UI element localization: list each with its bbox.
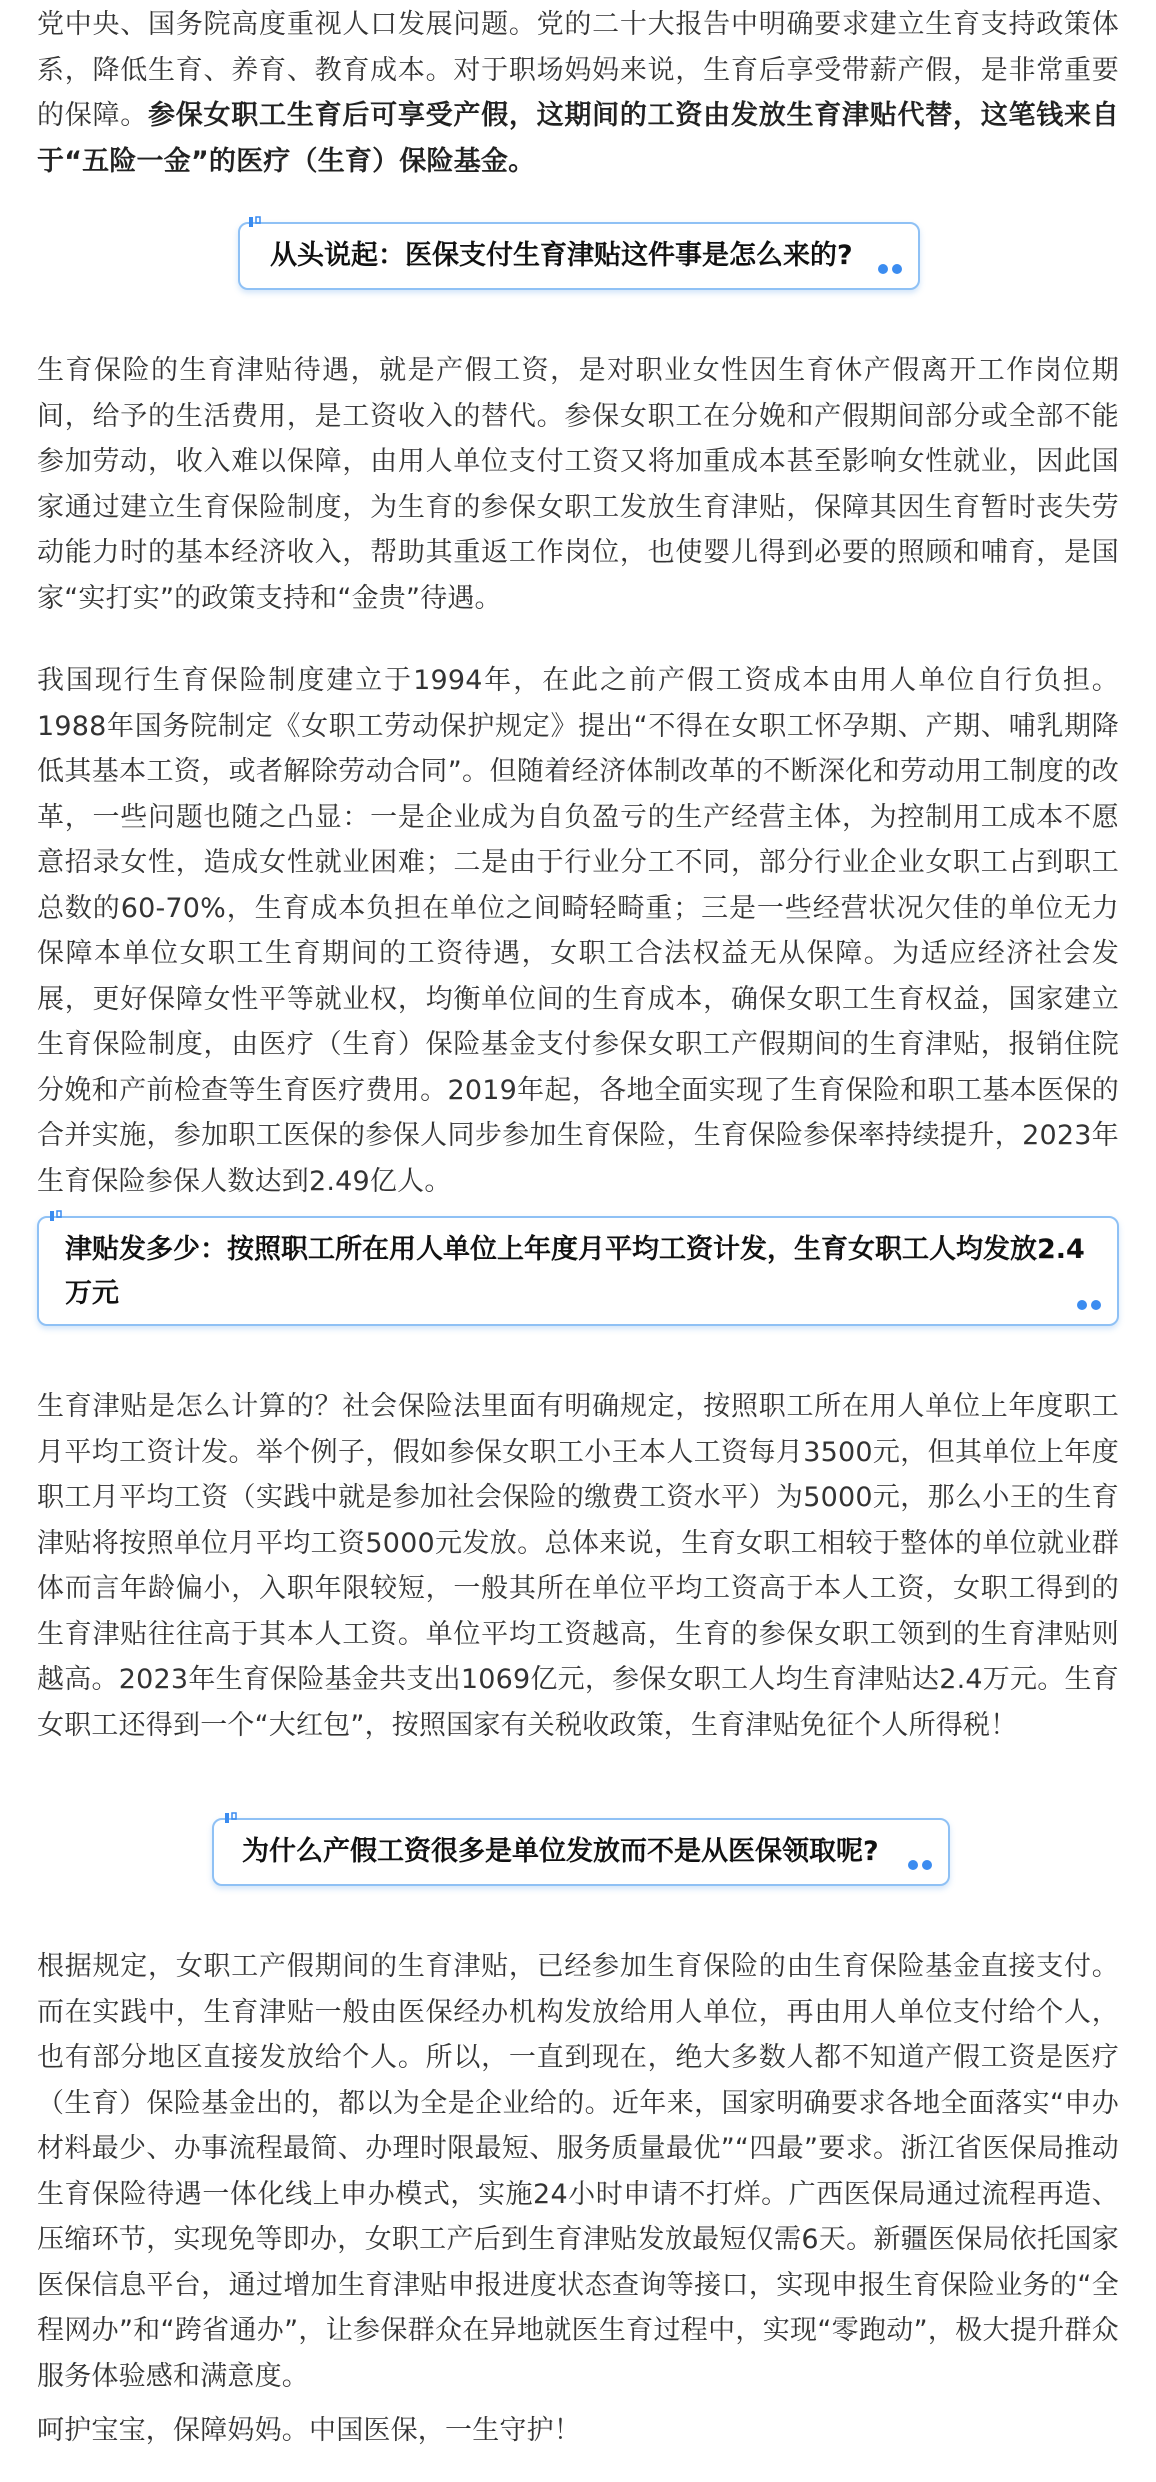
paragraph-3: 我国现行生育保险制度建立于1994年，在此之前产假工资成本由用人单位自行负担。1988年国务院制定《女职工劳动保护规定》提出“不得在女职工怀孕期、产期、哺乳期降低其基本工资，或者解除劳动合同”。但随着经济体制改革的不断深化和劳动用工制度的改革，一些问题也随之凸显：一是企业成为自负盈亏的生产经营主体，为控制用工成本不愿意招录女性，造成女性就业困难；二是由于行业分工不同，部分行业企业女职工占到职工总数的60-70%，生育成本负担在单位之间畸轻畸重；三是一些经营状况欠佳的单位无力保障本单位女职工生育期间的工资待遇，女职工合法权益无从保障。为适应经济社会发展，更好保障女性平等就业权，均衡单位间的生育成本，确保女职工生育权益，国家建立生育保险制度，由医疗（生育）保险基金支付参保女职工产假期间的生育津贴，报销住院分娩和产前检查等生育医疗费用。2019年起，各地全面实现了生育保险和职工基本医保的合并实施，参加职工医保的参保人同步参加生育保险，生育保险参保率持续提升，2023年生育保险参保人数达到2.49亿人。: [37, 665, 1119, 1197]
quote-mark-icon: [49, 1210, 65, 1226]
dots-icon: [878, 264, 904, 276]
dots-icon: [908, 1860, 934, 1872]
intro-bold-text: 参保女职工生育后可享受产假，这期间的工资由发放生育津贴代替，这笔钱来自于“五险一金”的医疗（生育）保险基金。: [37, 100, 1119, 177]
quote-mark-icon: [248, 216, 264, 232]
paragraph-2: 生育保险的生育津贴待遇，就是产假工资，是对职业女性因生育休产假离开工作岗位期间，给予的生活费用，是工资收入的替代。参保女职工在分娩和产假期间部分或全部不能参加劳动，收入难以保障，由用人单位支付工资又将加重成本甚至影响女性就业，因此国家通过建立生育保险制度，为生育的参保女职工发放生育津贴，保障其因生育暂时丧失劳动能力时的基本经济收入，帮助其重返工作岗位，也使婴儿得到必要的照顾和哺育，是国家“实打实”的政策支持和“金贵”待遇。: [37, 355, 1119, 614]
section-heading-3-text: 为什么产假工资很多是单位发放而不是从医保领取呢?: [242, 1836, 879, 1867]
intro-paragraph: [37, 2, 1119, 184]
section-heading-3: [212, 1818, 950, 1886]
section-heading-2: [37, 1216, 1119, 1326]
paragraph-4: 生育津贴是怎么计算的？社会保险法里面有明确规定，按照职工所在用人单位上年度职工月平均工资计发。举个例子，假如参保女职工小王本人工资每月3500元，但其单位上年度职工月平均工资（实践中就是参加社会保险的缴费工资水平）为5000元，那么小王的生育津贴将按照单位月平均工资5000元发放。总体来说，生育女职工相较于整体的单位就业群体而言年龄偏小，入职年限较短，一般其所在单位平均工资高于本人工资，女职工得到的生育津贴往往高于其本人工资。单位平均工资越高，生育的参保女职工领到的生育津贴则越高。2023年生育保险基金共支出1069亿元，参保女职工人均生育津贴达2.4万元。生育女职工还得到一个“大红包”，按照国家有关税收政策，生育津贴免征个人所得税！: [37, 1391, 1119, 1741]
paragraph-5: 根据规定，女职工产假期间的生育津贴，已经参加生育保险的由生育保险基金直接支付。而在实践中，生育津贴一般由医保经办机构发放给用人单位，再由用人单位支付给个人，也有部分地区直接发放给个人。所以，一直到现在，绝大多数人都不知道产假工资是医疗（生育）保险基金出的，都以为全是企业给的。近年来，国家明确要求各地全面落实“申办材料最少、办事流程最简、办理时限最短、服务质量最优”“四最”要求。浙江省医保局推动生育保险待遇一体化线上申办模式，实施24小时申请不打烊。广西医保局通过流程再造、压缩环节，实现免等即办，女职工产后到生育津贴发放最短仅需6天。新疆医保局依托国家医保信息平台，通过增加生育津贴申报进度状态查询等接口，实现申报生育保险业务的“全程网办”和“跨省通办”，让参保群众在异地就医生育过程中，实现“零跑动”，极大提升群众服务体验感和满意度。: [37, 1951, 1119, 2392]
quote-mark-icon: [224, 1812, 240, 1828]
intro-text: 党中央、国务院高度重视人口发展问题。党的二十大报告中明确要求建立生育支持政策体系，降低生育、养育、教育成本。对于职场妈妈来说，生育后享受带薪产假，是非常重要的保障。: [37, 9, 1119, 131]
dots-icon: [1077, 1300, 1103, 1312]
section-heading-1-text: 从头说起：医保支付生育津贴这件事是怎么来的?: [270, 240, 853, 271]
section-heading-1: [238, 222, 920, 290]
closing-paragraph: 呵护宝宝，保障妈妈。中国医保，一生守护！: [37, 2415, 581, 2446]
section-heading-2-text: 津贴发多少：按照职工所在用人单位上年度月平均工资计发，生育女职工人均发放2.4万元: [65, 1234, 1085, 1309]
